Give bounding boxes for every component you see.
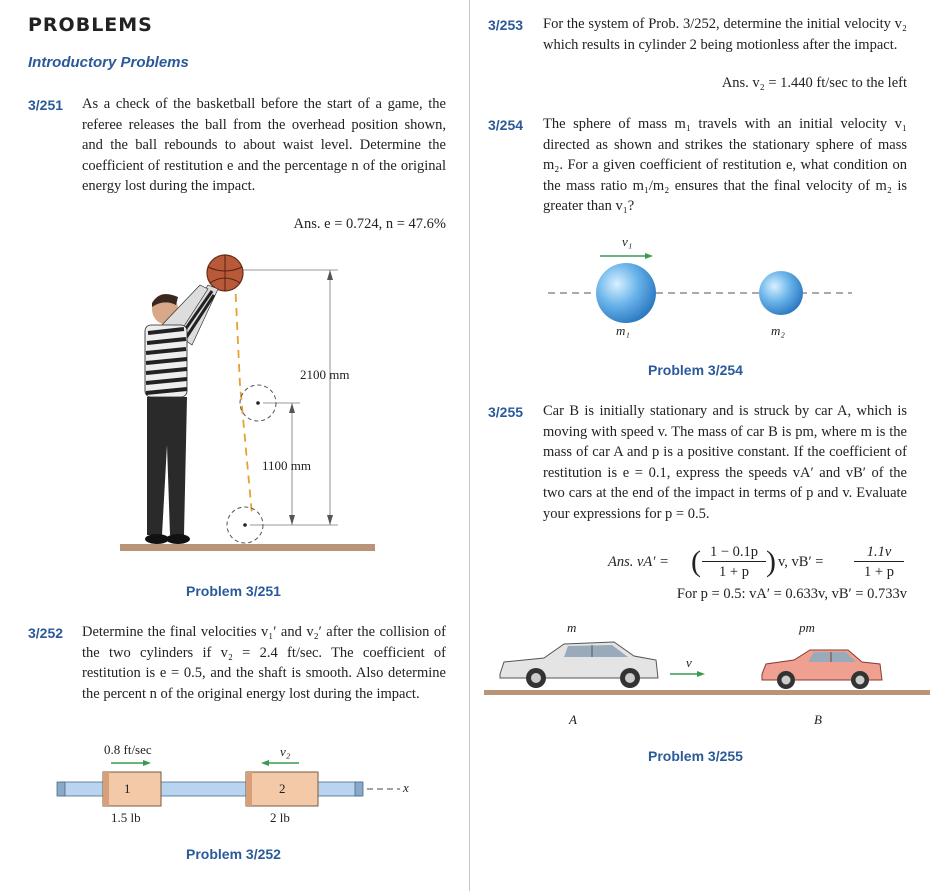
dim-label-2100: 2100 mm xyxy=(300,367,350,382)
road xyxy=(484,690,930,695)
problem-text-252: Determine the final velocities v₁′ and v₂′ after the collision of the two cylinders if v₂ = 2.4 ft/sec. The coefficient of restitution is e = 0.5, and the shaft is smooth. Also determine the percent n of the original energy lost during the impact. xyxy=(82,624,446,702)
car-a-label: A xyxy=(569,712,577,727)
problem-number-254: 3/254 xyxy=(488,117,524,133)
section-heading: Introductory Problems xyxy=(28,54,189,71)
page-heading: PROBLEMS xyxy=(28,14,153,36)
mass-1-label: 1.5 lb xyxy=(111,810,141,825)
problem-number-252: 3/252 xyxy=(28,625,64,641)
v1-label-254: v₁ xyxy=(622,234,633,249)
frac2-num: 1.1v xyxy=(854,544,904,562)
cars-figure xyxy=(484,630,934,710)
answer-255-line2: For p = 0.5: vA′ = 0.633v, vB′ = 0.733v xyxy=(676,586,907,602)
m1-label: m₁ xyxy=(616,323,630,338)
caption-254: Problem 3/254 xyxy=(648,362,743,378)
dim-label-1100: 1100 mm xyxy=(262,458,311,473)
problem-number-251: 3/251 xyxy=(28,97,64,113)
problem-number-255: 3/255 xyxy=(488,404,524,420)
mass-label-car-a: m xyxy=(567,620,577,635)
referee-figure xyxy=(100,245,390,575)
paren-left: ( xyxy=(691,545,701,578)
velocity-label-255: v xyxy=(686,655,692,670)
cylinder-2-label: 2 xyxy=(279,781,286,796)
problem-text-255: Car B is initially stationary and is struck by car A, which is moving with speed v. The mass of car B is pm, where m is the mass of car A and p is a positive constant. If the coefficient of restitution is e = 0.1, express the speeds vA′ and vB′ of the two cars at the end of the impact in terms of p and v. Evaluate your expressions for p = 0.5. xyxy=(543,403,907,522)
caption-251: Problem 3/251 xyxy=(186,583,281,599)
problem-number-253: 3/253 xyxy=(488,17,524,33)
frac1-den: 1 + p xyxy=(719,564,749,580)
caption-255: Problem 3/255 xyxy=(648,748,743,764)
spheres-figure xyxy=(540,245,860,345)
frac2-den: 1 + p xyxy=(864,564,894,580)
sphere-m1 xyxy=(596,263,656,323)
car-b-label: B xyxy=(814,712,822,727)
x-axis-label: x xyxy=(403,780,409,795)
paren-right: ) xyxy=(766,545,776,578)
v1-label-252: 0.8 ft/sec xyxy=(104,742,152,757)
problem-text-253: For the system of Prob. 3/252, determine the initial velocity v₂ which results in cylinder 2 being motionless after the impact. xyxy=(543,16,907,53)
mass-label-car-b: pm xyxy=(799,620,815,635)
problem-text-251: As a check of the basketball before the start of a game, the referee releases the ball from the overhead position shown, and the ball rebounds to about waist level. Determine the coefficient of restitution e and the percentage n of the original energy lost during the impact. xyxy=(82,96,446,194)
answer-255-mid: v, vB′ = xyxy=(778,554,824,570)
m2-label: m₂ xyxy=(771,323,785,338)
answer-253: Ans. v₂ = 1.440 ft/sec to the left xyxy=(721,75,907,91)
mass-2-label: 2 lb xyxy=(270,810,290,825)
v2-label-252: v₂ xyxy=(280,744,291,759)
floor xyxy=(120,544,375,551)
frac1-num: 1 − 0.1p xyxy=(702,544,766,562)
caption-252: Problem 3/252 xyxy=(186,846,281,862)
problem-text-254: The sphere of mass m₁ travels with an initial velocity v₁ directed as shown and strikes the stationary sphere of mass m₂. For a given coefficient of restitution e, what condition on the mass ratio m₁/m₂ ensures that the final velocity of m₂ is greater than v₁? xyxy=(543,116,907,214)
answer-251: Ans. e = 0.724, n = 47.6% xyxy=(293,216,446,232)
column-divider xyxy=(469,0,470,891)
cylinder-1-label: 1 xyxy=(124,781,131,796)
sphere-m2 xyxy=(759,271,803,315)
answer-255-prefix: Ans. vA′ = xyxy=(608,554,669,570)
